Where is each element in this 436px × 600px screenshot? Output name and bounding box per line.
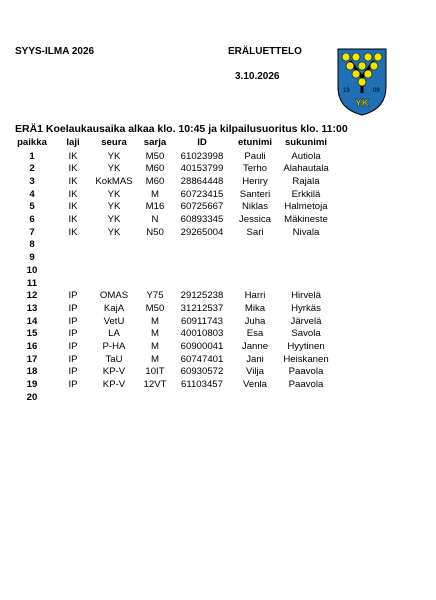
cell-id: 61023998	[180, 150, 224, 162]
cell-sukunimi: Alahautala	[283, 163, 329, 175]
table-row	[0, 162, 436, 175]
cell-paikka: 16	[26, 341, 38, 352]
cell-sukunimi: Halmetoja	[284, 201, 328, 213]
table-row	[0, 340, 436, 353]
cell-sarja: M60	[145, 163, 165, 175]
cell-etunimi: Venla	[242, 379, 267, 391]
cell-sarja: 12VT	[143, 379, 167, 391]
cell-etunimi: Santeri	[239, 188, 271, 200]
cell-sarja: M50	[145, 302, 165, 314]
logo-text: YK	[355, 98, 369, 109]
cell-id: 60911743	[181, 315, 223, 327]
cell-paikka: 17	[26, 353, 38, 365]
cell-laji: IP	[68, 379, 78, 391]
cell-id: 60747401	[180, 353, 224, 365]
cell-paikka: 12	[26, 290, 38, 302]
table-header	[0, 136, 436, 149]
cell-sukunimi: Hyrkäs	[291, 302, 321, 314]
event-title: SYYS-ILMA 2026	[15, 46, 95, 57]
cell-paikka: 3	[29, 175, 35, 187]
col-header-id: ID	[197, 137, 207, 148]
cell-seura: YK	[107, 214, 121, 225]
cell-seura: TaU	[105, 353, 123, 365]
cell-sarja: M16	[145, 201, 165, 213]
cell-sarja: M60	[145, 175, 165, 187]
cell-etunimi: Henry	[242, 175, 268, 187]
col-header-sukunimi: sukunimi	[284, 137, 328, 148]
cell-sarja: M	[151, 188, 159, 200]
cell-sukunimi: Nivala	[292, 226, 320, 238]
cell-sarja: M	[151, 341, 159, 352]
cell-paikka: 18	[26, 366, 38, 378]
club-logo	[336, 47, 388, 117]
table-row	[0, 251, 436, 264]
cell-sarja: M	[151, 328, 159, 340]
table-row	[0, 365, 436, 378]
cell-paikka: 15	[26, 328, 38, 340]
cell-id: 60725667	[180, 201, 224, 213]
cell-sukunimi: Rajala	[292, 175, 320, 187]
heat-info: ERÄ1 Koelaukausaika alkaa klo. 10:45 ja kilpailusuoritus klo. 11:00	[15, 123, 348, 135]
cell-seura: YK	[107, 163, 121, 175]
cell-sarja: 10IT	[145, 366, 165, 378]
col-header-seura: seura	[101, 137, 127, 148]
table-row	[0, 327, 436, 340]
cell-paikka: 6	[29, 214, 35, 225]
cell-sarja: N	[151, 214, 159, 225]
cell-sarja: Y75	[146, 290, 164, 302]
cell-sukunimi: Paavola	[288, 379, 324, 391]
cell-paikka: 4	[29, 188, 35, 200]
cell-etunimi: Juha	[244, 315, 266, 327]
cell-laji: IK	[68, 150, 78, 162]
cell-sukunimi: Paavola	[288, 366, 324, 378]
cell-sukunimi: Hyytinen	[287, 341, 325, 352]
table-row	[0, 302, 436, 315]
cell-sukunimi: Järvelä	[290, 315, 322, 327]
col-header-etunimi: etunimi	[237, 137, 273, 148]
table-row	[0, 200, 436, 213]
cell-id: 31212537	[180, 302, 224, 314]
table-row	[0, 188, 436, 201]
cell-id: 60723415	[180, 188, 224, 200]
cell-id: 60893345	[180, 214, 224, 225]
cell-laji: IK	[68, 226, 78, 238]
cell-paikka: 1	[29, 150, 35, 162]
cell-id: 29125238	[180, 290, 224, 302]
table-row	[0, 277, 436, 290]
cell-etunimi: Harri	[244, 290, 266, 302]
cell-etunimi: Jessica	[239, 214, 271, 225]
cell-id: 61103457	[181, 379, 223, 391]
cell-paikka: 2	[29, 163, 35, 175]
cell-sarja: M50	[145, 150, 165, 162]
cell-laji: IP	[68, 290, 78, 302]
logo-ball	[374, 53, 382, 61]
cell-seura: YK	[107, 226, 121, 238]
cell-paikka: 7	[29, 226, 35, 238]
cell-seura: KokMAS	[95, 175, 133, 187]
cell-paikka: 10	[26, 264, 38, 276]
table-row	[0, 289, 436, 302]
logo-year-left: 19	[343, 88, 350, 94]
cell-seura: YK	[107, 201, 121, 213]
cell-paikka: 5	[29, 201, 35, 213]
logo-ball	[358, 78, 366, 86]
logo-ball	[352, 53, 360, 61]
cell-etunimi: Sari	[246, 226, 264, 238]
cell-id: 28864448	[180, 175, 224, 187]
cell-paikka: 14	[26, 315, 38, 327]
cell-laji: IP	[68, 315, 78, 327]
table-row	[0, 315, 436, 328]
list-date: 3.10.2026	[235, 71, 280, 82]
table-row	[0, 238, 436, 251]
cell-id: 60900041	[180, 341, 224, 352]
cell-laji: IK	[68, 201, 78, 213]
logo-ball	[364, 70, 372, 78]
cell-seura: LA	[108, 328, 120, 340]
cell-laji: IK	[68, 188, 78, 200]
cell-id: 29265004	[180, 226, 224, 238]
cell-laji: IK	[68, 175, 78, 187]
logo-ball	[342, 53, 350, 61]
cell-id: 40153799	[180, 163, 224, 175]
table-row	[0, 353, 436, 366]
cell-sarja: N50	[146, 226, 164, 238]
cell-laji: IP	[68, 341, 78, 352]
table-row	[0, 226, 436, 239]
cell-etunimi: Vilja	[246, 366, 264, 378]
cell-paikka: 13	[26, 302, 38, 314]
cell-laji: IK	[68, 214, 78, 225]
cell-laji: IP	[68, 353, 78, 365]
table-row	[0, 378, 436, 391]
cell-paikka: 8	[29, 239, 35, 251]
col-header-paikka: paikka	[17, 137, 47, 148]
cell-seura: YK	[107, 188, 121, 200]
table-row	[0, 264, 436, 277]
logo-year-right: 09	[373, 88, 380, 94]
cell-seura: KP-V	[102, 379, 126, 391]
cell-etunimi: Esa	[246, 328, 264, 340]
cell-etunimi: Niklas	[241, 201, 269, 213]
cell-etunimi: Jani	[246, 353, 264, 365]
cell-etunimi: Mika	[244, 302, 266, 314]
cell-laji: IP	[68, 328, 78, 340]
cell-sukunimi: Heiskanen	[283, 353, 329, 365]
cell-sukunimi: Mäkineste	[284, 214, 328, 225]
cell-seura: KajA	[103, 302, 125, 314]
list-title: ERÄLUETTELO	[228, 46, 302, 57]
cell-paikka: 20	[26, 391, 38, 403]
cell-laji: IP	[68, 366, 78, 378]
logo-ball	[370, 62, 378, 70]
cell-paikka: 19	[26, 379, 38, 391]
logo-ball	[352, 70, 360, 78]
cell-etunimi: Janne	[241, 341, 269, 352]
cell-sukunimi: Autiola	[291, 150, 321, 162]
cell-sarja: M	[151, 315, 159, 327]
cell-seura: KP-V	[102, 366, 126, 378]
table-row	[0, 213, 436, 226]
cell-seura: VetU	[103, 315, 125, 327]
cell-etunimi: Pauli	[244, 150, 266, 162]
col-header-laji: laji	[66, 137, 80, 148]
cell-laji: IK	[68, 163, 78, 175]
cell-sukunimi: Erkkilä	[291, 188, 321, 200]
cell-seura: OMAS	[99, 290, 129, 302]
col-header-sarja: sarja	[143, 137, 167, 148]
cell-sukunimi: Savola	[291, 328, 321, 340]
logo-ball	[364, 53, 372, 61]
table-row	[0, 391, 436, 404]
cell-paikka: 11	[26, 277, 38, 289]
cell-id: 40010803	[180, 328, 224, 340]
logo-ball	[358, 62, 366, 70]
cell-id: 60930572	[180, 366, 224, 378]
table-row	[0, 150, 436, 163]
cell-laji: IP	[68, 302, 78, 314]
table-row	[0, 175, 436, 188]
cell-sarja: M	[151, 353, 159, 365]
cell-seura: P-HA	[102, 341, 126, 352]
cell-etunimi: Terho	[243, 163, 267, 175]
cell-paikka: 9	[29, 252, 35, 264]
cell-seura: YK	[107, 150, 121, 162]
cell-sukunimi: Hirvelä	[291, 290, 321, 302]
logo-ball	[346, 62, 354, 70]
